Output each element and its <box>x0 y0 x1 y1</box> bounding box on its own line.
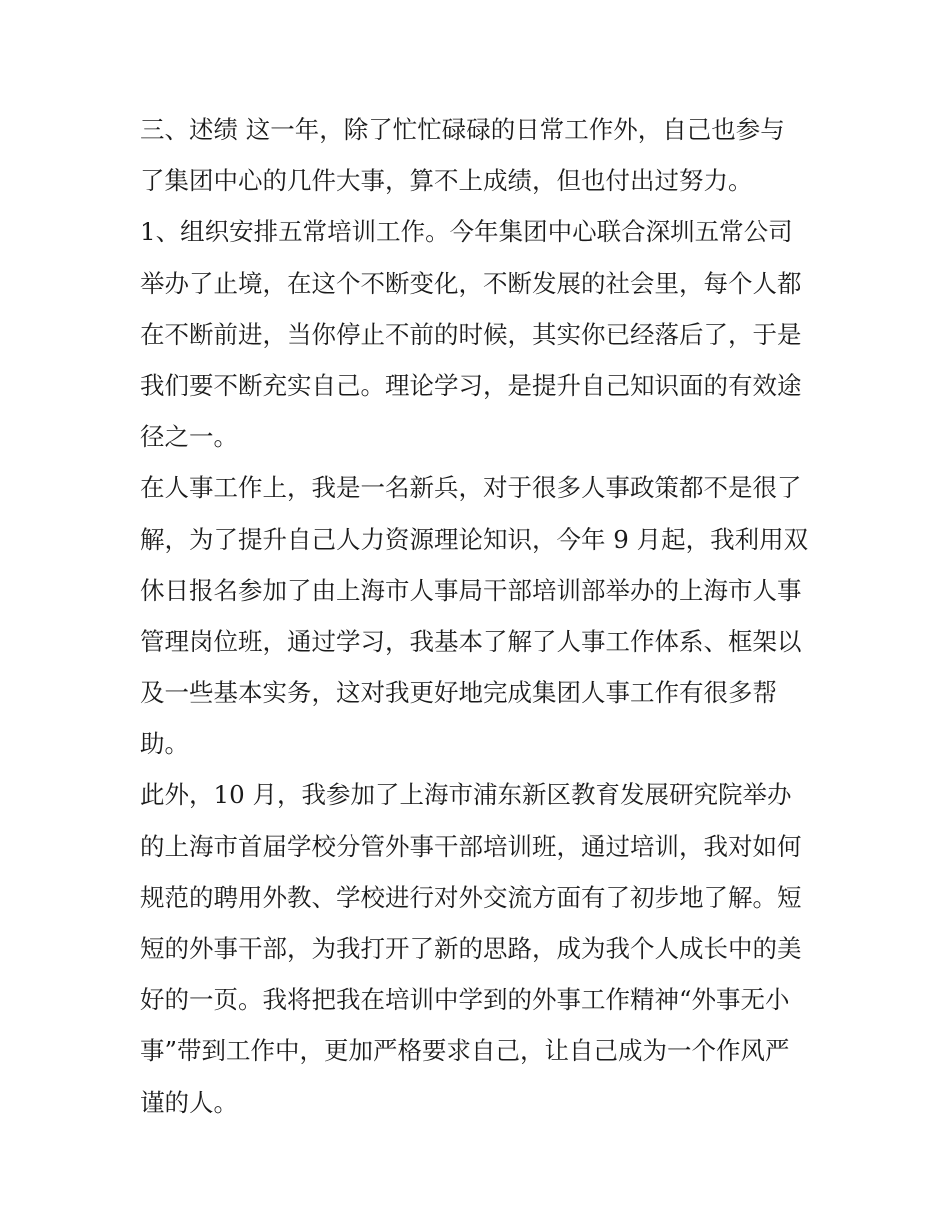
text-line: 管理岗位班，通过学习，我基本了解了人事工作体系、框架以 <box>140 626 802 656</box>
text-line: 在不断前进，当你停止不前的时候，其实你已经落后了，于是 <box>140 319 802 349</box>
document-body <box>140 104 820 1128</box>
text-line: 好的一页。我将把我在培训中学到的外事工作精神“外事无小 <box>140 985 790 1015</box>
text-line: 三、述绩 这一年，除了忙忙碌碌的日常工作外，自己也参与 <box>140 115 785 144</box>
text-line: 的上海市首届学校分管外事干部培训班，通过培训，我对如何 <box>140 831 802 861</box>
text-line: 短的外事干部，为我打开了新的思路，成为我个人成长中的美 <box>140 934 802 963</box>
text-line: 助。 <box>140 729 189 759</box>
text-line: 休日报名参加了由上海市人事局干部培训部举办的上海市人事 <box>140 575 802 605</box>
text-line: 此外，10 月，我参加了上海市浦东新区教育发展研究院举办 <box>140 780 792 810</box>
text-line: 了集团中心的几件大事，算不上成绩，但也付出过努力。 <box>140 166 753 196</box>
text-line: 1、组织安排五常培训工作。今年集团中心联合深圳五常公司 <box>140 217 793 247</box>
text-line: 事”带到工作中，更加严格要求自己，让自己成为一个作风严 <box>140 1036 790 1066</box>
text-line: 及一些基本实务，这对我更好地完成集团人事工作有很多帮 <box>140 678 777 708</box>
text-line: 规范的聘用外教、学校进行对外交流方面有了初步地了解。短 <box>140 882 802 912</box>
text-line: 谨的人。 <box>140 1087 238 1117</box>
text-line: 我们要不断充实自己。理论学习，是提升自己知识面的有效途 <box>140 370 802 400</box>
text-line: 举办了止境，在这个不断变化，不断发展的社会里，每个人都 <box>140 268 802 298</box>
text-line: 解，为了提升自己人力资源理论知识，今年 9 月起，我利用双 <box>140 524 809 554</box>
text-line: 在人事工作上，我是一名新兵，对于很多人事政策都不是很了 <box>140 473 802 503</box>
text-line: 径之一。 <box>140 422 238 452</box>
